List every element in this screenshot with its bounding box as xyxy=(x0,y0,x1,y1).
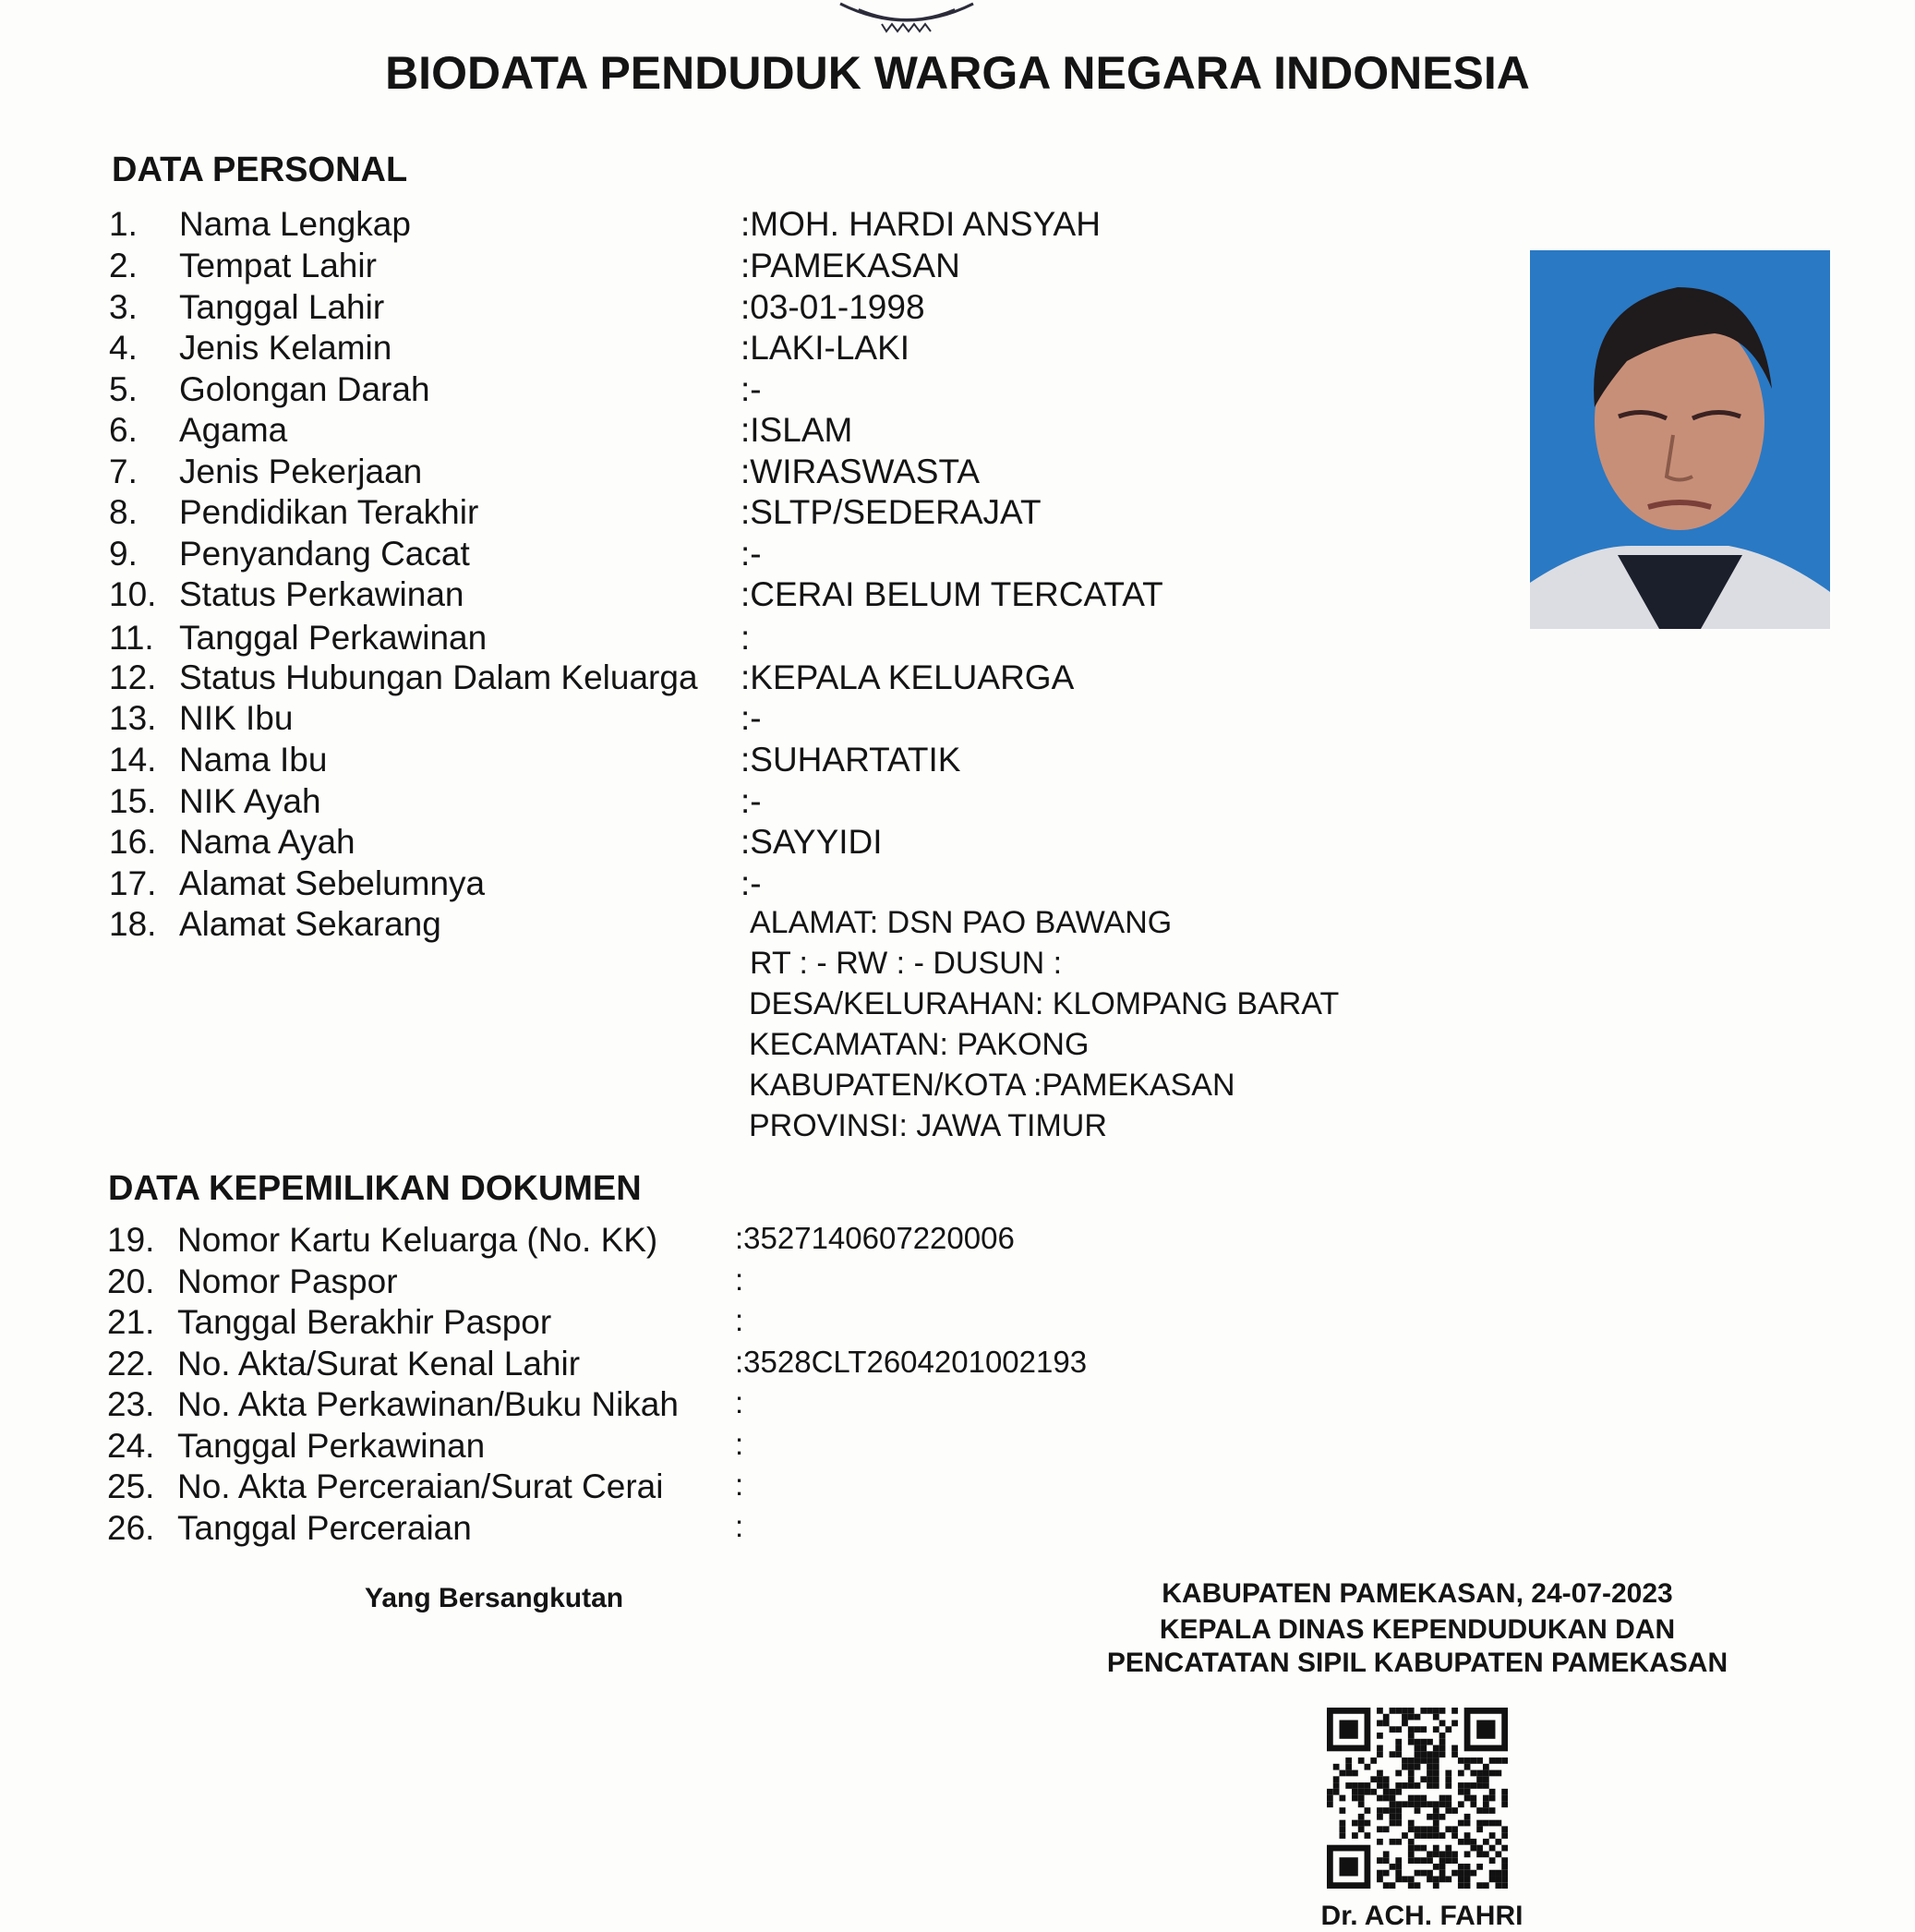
row-value: :MOH. HARDI ANSYAH xyxy=(741,205,1101,243)
row-value: :- xyxy=(741,370,762,408)
qr-code-icon xyxy=(1327,1708,1508,1889)
row-label: Tanggal Perkawinan xyxy=(177,1427,486,1465)
row-label: Alamat Sekarang xyxy=(179,905,441,943)
row-number: 15. xyxy=(109,782,157,820)
row-value: :SUHARTATIK xyxy=(741,741,961,779)
row-value: : xyxy=(735,1262,744,1297)
document-title: BIODATA PENDUDUK WARGA NEGARA INDONESIA xyxy=(385,47,1530,99)
row-value: : xyxy=(735,1467,744,1502)
row-label: Jenis Pekerjaan xyxy=(179,453,423,490)
row-value: :CERAI BELUM TERCATAT xyxy=(741,575,1163,613)
row-number: 21. xyxy=(107,1303,155,1341)
row-label: Nama Lengkap xyxy=(179,205,411,243)
row-number: 14. xyxy=(109,741,157,779)
address-line: RT : - RW : - DUSUN : xyxy=(750,946,1063,981)
portrait-photo-icon xyxy=(1530,250,1830,629)
row-label: Tanggal Perceraian xyxy=(177,1509,472,1547)
row-value: :03-01-1998 xyxy=(741,288,925,326)
row-number: 25. xyxy=(107,1467,155,1505)
row-number: 16. xyxy=(109,823,157,861)
row-value: :SAYYIDI xyxy=(741,823,883,861)
row-label: No. Akta/Surat Kenal Lahir xyxy=(177,1345,581,1383)
row-number: 4. xyxy=(109,329,138,367)
section-heading-documents: DATA KEPEMILIKAN DOKUMEN xyxy=(108,1169,642,1208)
row-number: 13. xyxy=(109,699,157,737)
row-label: No. Akta Perkawinan/Buku Nikah xyxy=(177,1385,679,1423)
row-label: Jenis Kelamin xyxy=(179,329,392,367)
row-label: NIK Ayah xyxy=(179,782,321,820)
row-label: Nama Ayah xyxy=(179,823,355,861)
row-number: 19. xyxy=(107,1221,155,1259)
row-label: Tanggal Berakhir Paspor xyxy=(177,1303,552,1341)
row-value: :SLTP/SEDERAJAT xyxy=(741,493,1042,531)
signature-place-date: KABUPATEN PAMEKASAN, 24-07-2023 xyxy=(1162,1578,1673,1609)
row-label: Pendidikan Terakhir xyxy=(179,493,479,531)
row-number: 5. xyxy=(109,370,138,408)
row-number: 24. xyxy=(107,1427,155,1465)
row-label: Alamat Sebelumnya xyxy=(179,864,486,902)
section-heading-personal: DATA PERSONAL xyxy=(112,151,408,189)
row-number: 22. xyxy=(107,1345,155,1383)
row-value: : xyxy=(735,1385,744,1419)
signature-office-line1: KEPALA DINAS KEPENDUDUKAN DAN xyxy=(1159,1614,1676,1645)
row-value: : xyxy=(735,1303,744,1337)
row-label: Nama Ibu xyxy=(179,741,328,779)
row-number: 9. xyxy=(109,535,138,573)
row-number: 1. xyxy=(109,205,138,243)
row-number: 17. xyxy=(109,864,157,902)
row-number: 3. xyxy=(109,288,138,326)
row-label: Penyandang Cacat xyxy=(179,535,470,573)
row-label: NIK Ibu xyxy=(179,699,294,737)
row-number: 12. xyxy=(109,658,157,696)
row-value: :3528CLT2604201002193 xyxy=(735,1345,1088,1379)
address-line: DESA/KELURAHAN: KLOMPANG BARAT xyxy=(749,986,1340,1021)
row-number: 7. xyxy=(109,453,138,490)
address-line: ALAMAT: DSN PAO BAWANG xyxy=(750,905,1173,940)
signer-name: Dr. ACH. FAHRI xyxy=(1320,1901,1524,1931)
garuda-emblem-icon xyxy=(831,0,982,33)
row-value: : xyxy=(735,1509,744,1543)
row-value: :WIRASWASTA xyxy=(741,453,980,490)
row-number: 20. xyxy=(107,1262,155,1300)
row-number: 11. xyxy=(109,619,154,657)
row-value: :- xyxy=(741,864,762,902)
row-value: :ISLAM xyxy=(741,411,853,449)
signature-left-label: Yang Bersangkutan xyxy=(365,1583,624,1613)
row-number: 23. xyxy=(107,1385,155,1423)
row-number: 2. xyxy=(109,247,138,284)
row-label: Tempat Lahir xyxy=(179,247,377,284)
row-number: 8. xyxy=(109,493,138,531)
row-value: : xyxy=(741,619,751,657)
row-label: Golongan Darah xyxy=(179,370,430,408)
address-line: PROVINSI: JAWA TIMUR xyxy=(749,1108,1107,1143)
signature-office-line2: PENCATATAN SIPIL KABUPATEN PAMEKASAN xyxy=(1106,1648,1728,1678)
row-value: :- xyxy=(741,699,762,737)
row-value: :LAKI-LAKI xyxy=(741,329,910,367)
row-label: Nomor Kartu Keluarga (No. KK) xyxy=(177,1221,658,1259)
row-value: :- xyxy=(741,535,762,573)
row-number: 6. xyxy=(109,411,138,449)
row-label: No. Akta Perceraian/Surat Cerai xyxy=(177,1467,664,1505)
row-label: Agama xyxy=(179,411,288,449)
address-line: KABUPATEN/KOTA :PAMEKASAN xyxy=(749,1068,1235,1103)
row-value: : xyxy=(735,1427,744,1461)
row-label: Tanggal Perkawinan xyxy=(179,619,488,657)
row-label: Nomor Paspor xyxy=(177,1262,398,1300)
row-label: Tanggal Lahir xyxy=(179,288,385,326)
portrait-photo xyxy=(1530,250,1830,629)
row-number: 18. xyxy=(109,905,157,943)
row-value: :PAMEKASAN xyxy=(741,247,960,284)
row-number: 10. xyxy=(109,575,157,613)
row-value: :KEPALA KELUARGA xyxy=(741,658,1075,696)
address-line: KECAMATAN: PAKONG xyxy=(749,1027,1090,1062)
row-number: 26. xyxy=(107,1509,155,1547)
row-value: :3527140607220006 xyxy=(735,1221,1015,1255)
row-label: Status Hubungan Dalam Keluarga xyxy=(179,658,698,696)
row-value: :- xyxy=(741,782,762,820)
row-label: Status Perkawinan xyxy=(179,575,464,613)
